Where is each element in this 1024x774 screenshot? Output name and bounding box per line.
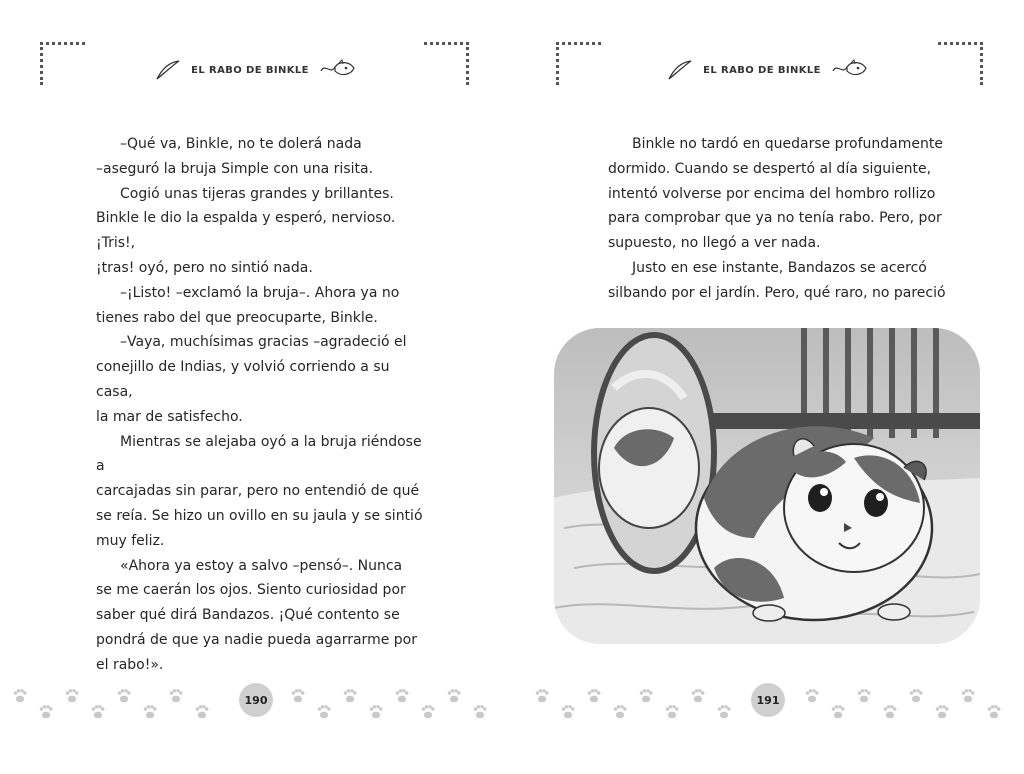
paw-icon xyxy=(92,705,105,718)
text-line: Binkle no tardó en quedarse profundamente xyxy=(632,136,943,152)
page-number: 190 xyxy=(239,683,273,717)
text-line: –Qué va, Binkle, no te dolerá nada xyxy=(120,136,362,152)
text-line: silbando por el jardín. Pero, qué raro, no pareció xyxy=(608,284,946,301)
running-head xyxy=(0,52,512,88)
paw-icon xyxy=(962,689,975,702)
paw-icon xyxy=(832,705,845,718)
text-line: pondrá de que ya nadie pueda agarrarme por xyxy=(96,631,417,648)
text-line: Cogió unas tijeras grandes y brillantes. xyxy=(120,185,394,202)
guinea-pig-scene-image xyxy=(554,328,980,644)
text-line: conejillo de Indias, y volvió corriendo a su casa, xyxy=(96,359,390,400)
text-line: se reía. Se hizo un ovillo en su jaula y se sintió xyxy=(96,507,423,524)
text-line: Mientras se alejaba oyó a la bruja riéndose a xyxy=(96,433,422,475)
paw-icon xyxy=(170,689,183,702)
paw-icon xyxy=(318,705,331,718)
guinea-pig-tail-icon xyxy=(831,59,869,81)
paw-icon xyxy=(396,689,409,702)
paw-icon xyxy=(292,689,305,702)
text-line: –Vaya, muchísimas gracias –agradeció el xyxy=(120,334,407,351)
right-page xyxy=(512,0,1024,774)
paw-icon xyxy=(40,705,53,718)
paw-icon xyxy=(614,705,627,718)
paw-icon xyxy=(692,689,705,702)
text-line: «Ahora ya estoy a salvo –pensó–. Nunca xyxy=(120,557,403,574)
text-line: Justo en ese instante, Bandazos se acercó xyxy=(632,259,927,276)
paw-icon xyxy=(936,705,949,718)
paw-icon xyxy=(144,705,157,718)
paw-icon xyxy=(884,705,897,718)
paw-icon xyxy=(910,689,923,702)
text-line: –¡Listo! –exclamó la bruja–. Ahora ya no xyxy=(120,284,400,301)
text-line: se me caerán los ojos. Siento curiosidad por xyxy=(96,582,406,599)
paw-icon xyxy=(118,689,131,702)
text-line: muy feliz. xyxy=(96,532,165,549)
text-line: Binkle le dio la espalda y esperó, nervioso. ¡Tris!, xyxy=(96,210,396,252)
text-line: la mar de satisfecho. xyxy=(96,408,243,425)
paw-icon xyxy=(66,689,79,702)
paw-icon xyxy=(640,689,653,702)
text-line: carcajadas sin parar, pero no entendió de qué xyxy=(96,483,420,500)
text-line: intentó volverse por encima del hombro rollizo xyxy=(608,185,936,202)
text-line: –aseguró la bruja Simple con una risita. xyxy=(96,160,374,177)
running-title: EL RABO DE BINKLE xyxy=(703,64,821,76)
paw-icon xyxy=(196,705,209,718)
text-line: para comprobar que ya no tenía rabo. Pero, por xyxy=(608,210,942,227)
left-page-text xyxy=(96,132,426,678)
paw-icon xyxy=(448,689,461,702)
paw-icon xyxy=(806,689,819,702)
paw-icon xyxy=(666,705,679,718)
paw-icon xyxy=(718,705,731,718)
paw-icon xyxy=(988,705,1001,718)
paw-icon xyxy=(14,689,27,702)
guinea-pig-tail-icon xyxy=(319,59,357,81)
text-line: el rabo!». xyxy=(96,656,164,673)
leaf-icon xyxy=(155,59,181,81)
guinea-pig-illustration xyxy=(554,328,980,644)
text-line: dormido. Cuando se despertó al día siguiente, xyxy=(608,160,932,177)
leaf-icon xyxy=(667,59,693,81)
paw-icon xyxy=(370,705,383,718)
text-line: saber qué dirá Bandazos. ¡Qué contento se xyxy=(96,607,400,624)
paw-icon xyxy=(536,689,549,702)
paw-icon xyxy=(344,689,357,702)
running-title: EL RABO DE BINKLE xyxy=(191,64,309,76)
paw-icon xyxy=(858,689,871,702)
text-line: tienes rabo del que preocuparte, Binkle. xyxy=(96,309,378,326)
right-page-text xyxy=(608,132,948,306)
text-line: supuesto, no llegó a ver nada. xyxy=(608,235,821,252)
paw-icon xyxy=(562,705,575,718)
text-line: ¡tras! oyó, pero no sintió nada. xyxy=(96,259,313,276)
page-number: 191 xyxy=(751,683,785,717)
paw-icon xyxy=(422,705,435,718)
running-head xyxy=(512,52,1024,88)
paw-icon xyxy=(474,705,487,718)
paw-icon xyxy=(588,689,601,702)
